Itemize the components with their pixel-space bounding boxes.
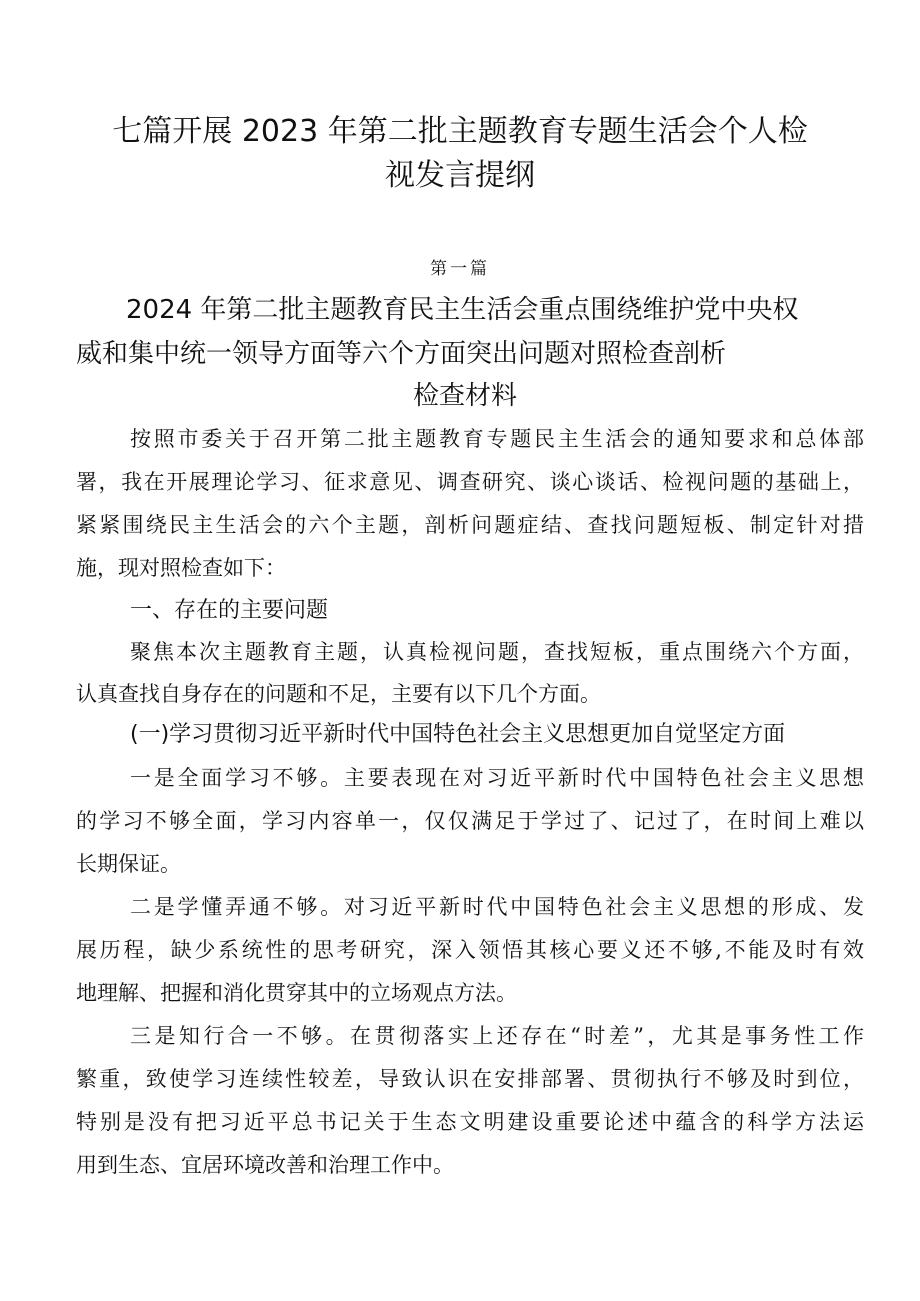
intro-paragraph-line: 施，现对照检查如下： [76, 556, 286, 580]
point-three-line: 三是知行合一不够。在贯彻落实上还存在“时差”，尤其是事务性工作 [130, 1024, 864, 1048]
point-two-line: 地理解、把握和消化贯穿其中的立场观点方法。 [76, 981, 517, 1005]
point-three-line: 用到生态、宜居环境改善和治理工作中。 [76, 1153, 454, 1177]
point-one-line: 一是全面学习不够。主要表现在对习近平新时代中国特色社会主义思想 [130, 766, 864, 790]
section-title-line-2: 威和集中统一领导方面等六个方面突出问题对照检查剖析 [76, 339, 727, 369]
intro-paragraph-line: 署，我在开展理论学习、征求意见、调查研究、谈心谈话、检视问题的基础上， [76, 470, 864, 494]
part-label: 第一篇 [430, 259, 490, 279]
point-two-line: 展历程，缺少系统性的思考研究，深入领悟其核心要义还不够,不能及时有效 [76, 938, 864, 962]
point-two-line: 二是学懂弄通不够。对习近平新时代中国特色社会主义思想的形成、发 [130, 895, 864, 919]
point-one-line: 长期保证。 [76, 852, 181, 876]
point-three-line: 繁重，致使学习连续性较差，导致认识在安排部署、贯彻执行不够及时到位， [76, 1067, 864, 1091]
document-title-line-2: 视发言提纲 [385, 158, 535, 193]
heading-study-section: (一)学习贯彻习近平新时代中国特色社会主义思想更加自觉坚定方面 [130, 722, 786, 747]
section-title-line-1: 2024 年第二批主题教育民主生活会重点围绕维护党中央权 [126, 295, 799, 325]
heading-main-problems: 一、存在的主要问题 [130, 598, 329, 623]
section-title-line-3: 检查材料 [412, 381, 517, 411]
point-three-line: 特别是没有把习近平总书记关于生态文明建设重要论述中蕴含的科学方法运 [76, 1110, 864, 1134]
intro-paragraph-line: 按照市委关于召开第二批主题教育专题民主生活会的通知要求和总体部 [130, 427, 864, 451]
intro-paragraph-line: 紧紧围绕民主生活会的六个主题，剖析问题症结、查找问题短板、制定针对措 [76, 513, 864, 537]
document-title-line-1: 七篇开展 2023 年第二批主题教育专题生活会个人检 [112, 114, 808, 149]
focus-paragraph-line: 聚焦本次主题教育主题，认真检视问题，查找短板，重点围绕六个方面， [130, 640, 864, 664]
focus-paragraph-line: 认真查找自身存在的问题和不足，主要有以下几个方面。 [76, 682, 601, 706]
point-one-line: 的学习不够全面，学习内容单一，仅仅满足于学过了、记过了，在时间上难以 [76, 809, 864, 833]
